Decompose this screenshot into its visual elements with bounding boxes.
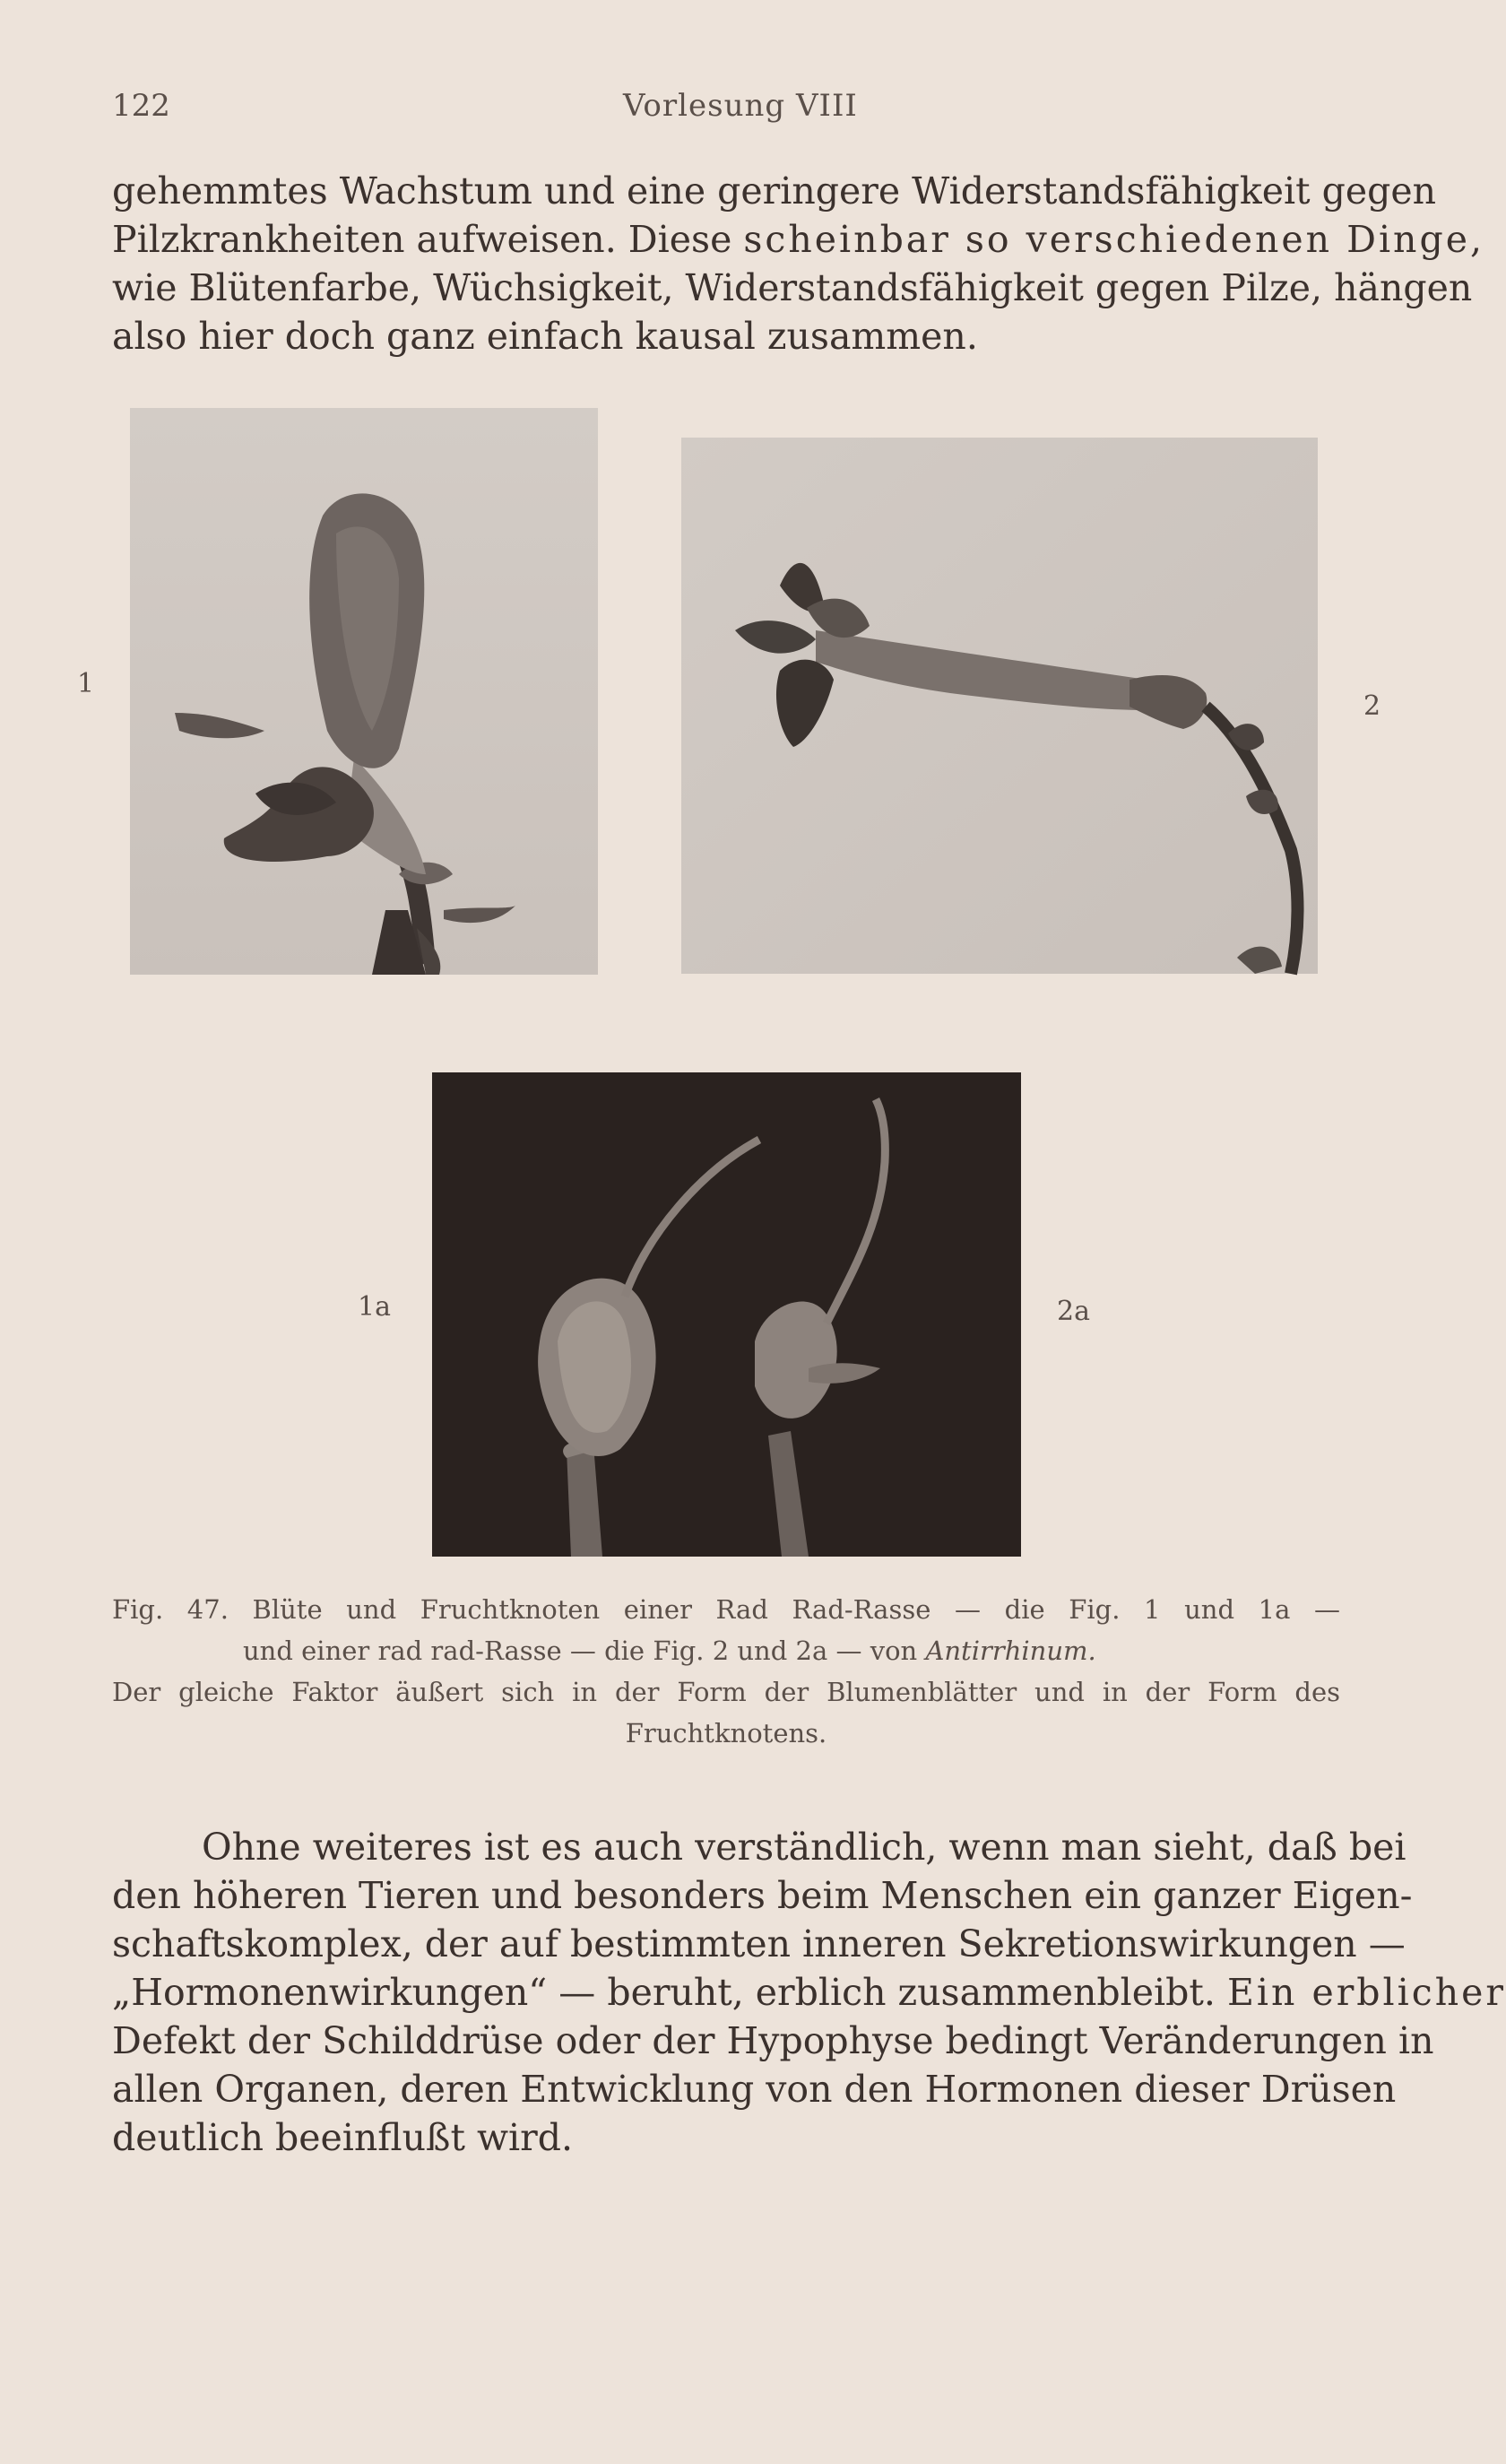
- text-line: wie Blütenfarbe, Wüchsigkeit, Widerstandsfähigkeit gegen Pilze, hängen: [112, 266, 1473, 309]
- figure-label-2a: 2a: [1057, 1296, 1090, 1327]
- page-number: 122: [112, 88, 170, 124]
- emphasized-text: Ein erblicher: [1226, 1971, 1506, 2014]
- caption-text: und einer rad rad-Rasse — die Fig. 2 und 2a — von: [243, 1635, 926, 1666]
- text-line: schaftskomplex, der auf bestimmten inneren Sekretionswirkungen —: [112, 1922, 1406, 1965]
- figure-caption: [112, 1589, 1340, 1754]
- running-title: Vorlesung VIII: [623, 88, 858, 124]
- text-line: den höheren Tieren und besonders beim Menschen ein ganzer Eigen-: [112, 1874, 1413, 1917]
- figure-label-2: 2: [1363, 690, 1381, 722]
- caption-line: [112, 1630, 1340, 1671]
- text-run: Pilzkrankheiten aufweisen. Diese: [112, 218, 744, 261]
- text-line: Ohne weiteres ist es auch verständlich, wenn man sieht, daß bei: [202, 1826, 1406, 1869]
- text-line: deutlich beeinflußt wird.: [112, 2116, 574, 2159]
- photo-fig1a-2a-fruit: [432, 1072, 1021, 1557]
- figure-label-1: 1: [77, 668, 95, 699]
- caption-line: Fruchtknotens.: [625, 1718, 827, 1748]
- emphasized-text: scheinbar so verschiedenen Dinge,: [743, 218, 1485, 261]
- photo-fig2-flower: [681, 438, 1318, 974]
- bottom-paragraph: [112, 1823, 1506, 2162]
- text-line: also hier doch ganz einfach kausal zusammen.: [112, 315, 978, 358]
- text-line: allen Organen, deren Entwicklung von den Hormonen dieser Drüsen: [112, 2068, 1397, 2111]
- text-line: [112, 215, 1485, 264]
- text-line: [112, 1968, 1506, 2017]
- figure-label-1a: 1a: [358, 1291, 391, 1323]
- caption-genus: Antirrhinum.: [925, 1635, 1096, 1666]
- caption-line: Fig. 47. Blüte und Fruchtknoten einer Rad Rad-Rasse — die Fig. 1 und 1a —: [112, 1594, 1340, 1625]
- caption-line: Der gleiche Faktor äußert sich in der Form der Blumenblätter und in der Form des: [112, 1677, 1340, 1707]
- photo-fig1-flower: [130, 408, 598, 975]
- text-line: Defekt der Schilddrüse oder der Hypophyse bedingt Veränderungen in: [112, 2019, 1434, 2062]
- top-paragraph: [112, 167, 1485, 360]
- text-line: gehemmtes Wachstum und eine geringere Widerstandsfähigkeit gegen: [112, 169, 1437, 213]
- text-run: „Hormonenwirkungen“ — beruht, erblich zusammenbleibt.: [112, 1971, 1227, 2014]
